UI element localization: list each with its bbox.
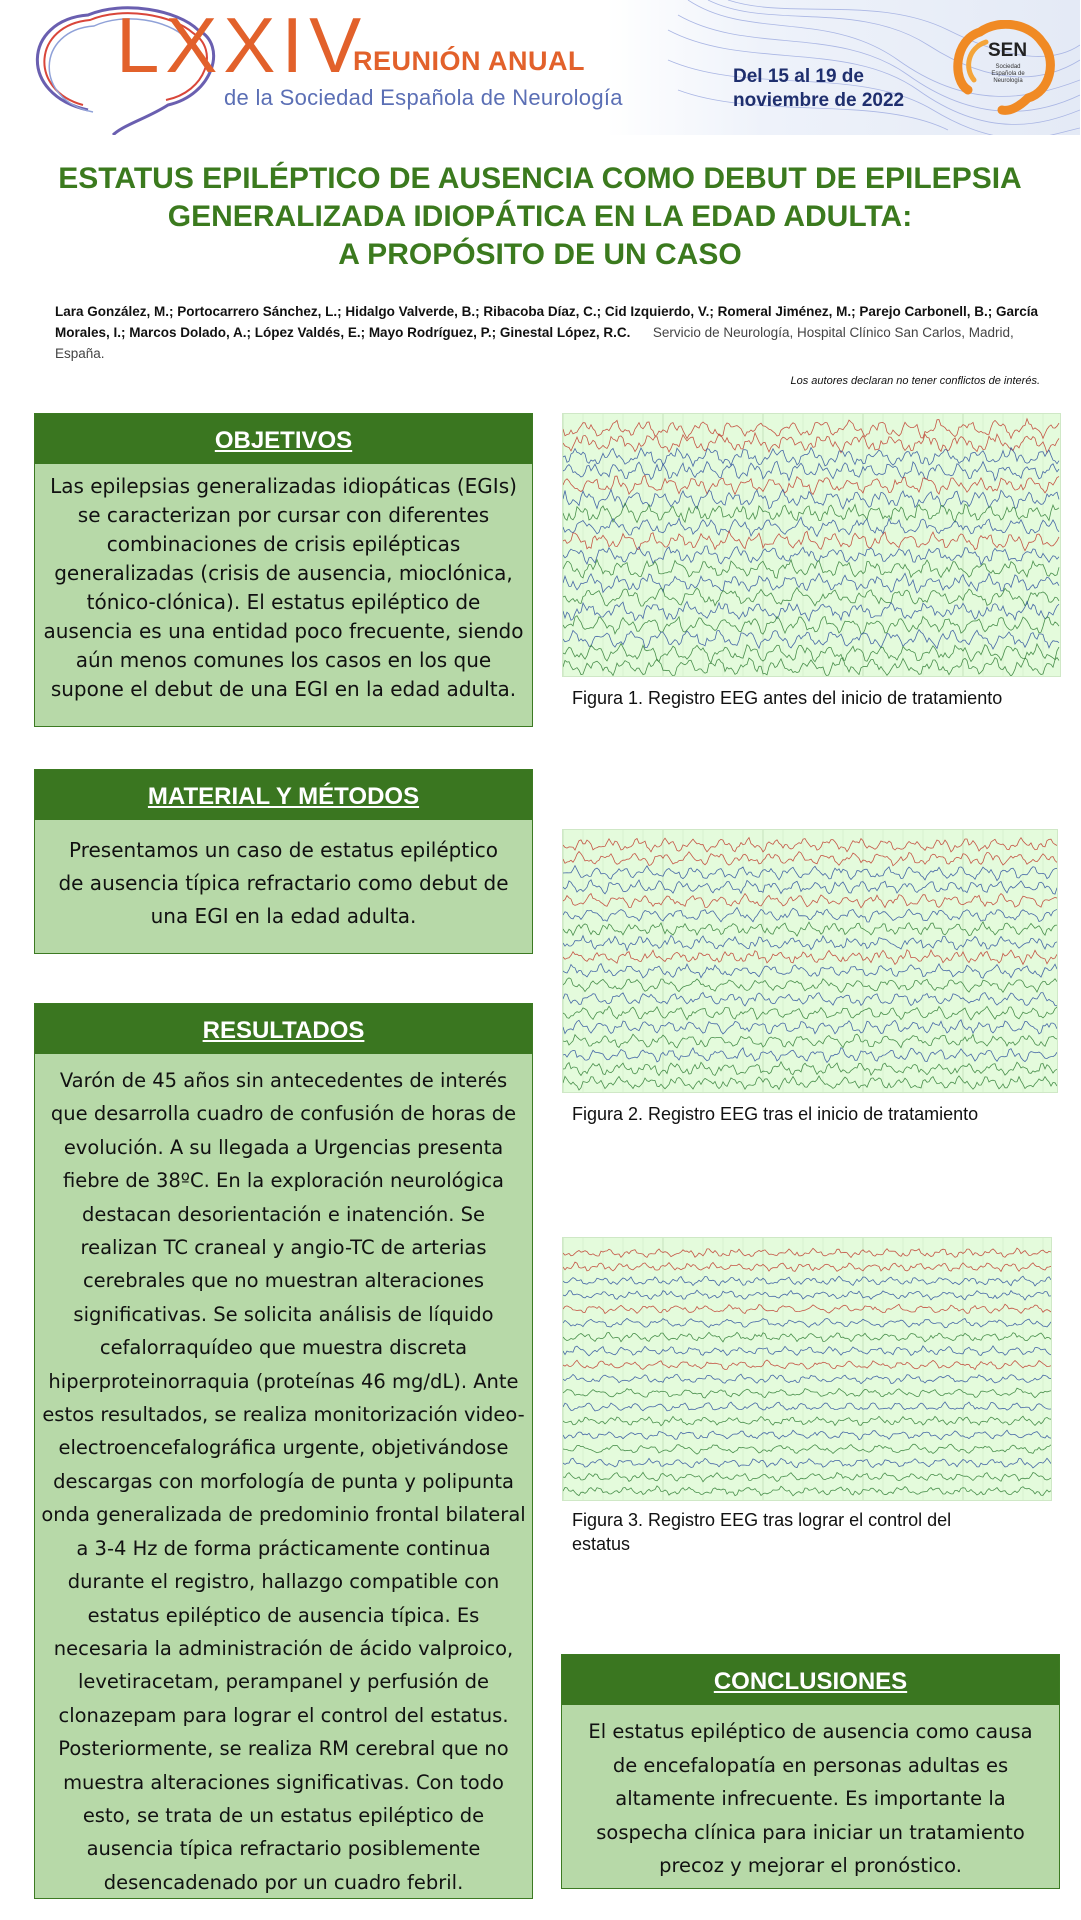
eeg-channel-trace xyxy=(563,419,1059,439)
section-text: Las epilepsias generalizadas idiopáticas (EGIs) se caracterizan por cursar con diferentes combinaciones de crisis epilépticas generalizadas (crisis de ausencia, mioclónica, tónico-clónica). El estatus epiléptico de ausencia es una entidad poco frecuente, siendo aún menos comunes los casos en los que supone el debut de una EGI en la edad adulta. xyxy=(43,474,524,701)
eeg-channel-trace xyxy=(563,1472,1051,1481)
section-heading: CONCLUSIONES xyxy=(562,1655,1059,1705)
meeting-name: REUNIÓN ANUAL xyxy=(353,46,585,76)
eeg-channel-trace xyxy=(563,448,1059,467)
edition-number: LXXIV xyxy=(116,1,368,89)
eeg-channel-trace xyxy=(563,503,1059,522)
eeg-channel-trace xyxy=(563,1304,1051,1313)
section-text: El estatus epiléptico de ausencia como causa de encefalopatía en personas adultas es altamente infrecuente. Es importante la sospecha clínica para iniciar un tratamiento precoz y mejorar el pronóstico. xyxy=(588,1720,1033,1877)
eeg-channel-trace xyxy=(563,602,1059,622)
conflict-of-interest: Los autores declaran no tener conflictos de interés. xyxy=(790,375,1040,387)
section-text: Presentamos un caso de estatus epiléptico de ausencia típica refractario como debut de una EGI en la edad adulta. xyxy=(58,838,509,928)
society-name: de la Sociedad Española de Neurología xyxy=(224,85,623,110)
eeg-channel-trace xyxy=(563,1388,1051,1398)
section-material-metodos xyxy=(34,769,533,954)
figure-3-caption: Figura 3. Registro EEG tras lograr el control del estatus xyxy=(572,1510,952,1554)
title-line-2: GENERALIZADA IDIOPÁTICA EN LA EDAD ADULTA: xyxy=(167,200,913,233)
eeg-channel-trace xyxy=(563,658,1059,676)
section-text: Varón de 45 años sin antecedentes de interés que desarrolla cuadro de confusión de horas de evolución. A su llegada a Urgencias presenta fiebre de 38ºC. En la exploración neurológica destacan desorientación e inatención. Se realizan TC craneal y angio-TC de arterias cerebrales que no muestran alteraciones significativas. Se solicita análisis de líquido cefalorraquídeo que muestra discreta hiperproteinorraquia (proteínas 46 mg/dL). Ante estos resultados, se realiza monitorización video-electroencefalográfica urgente, objetivándose descargas con morfología de punta y polipunta onda generalizada de predominio frontal bilateral a 3-4 Hz de forma prácticamente continua durante el registro, hallazgo compatible con estatus epiléptico de ausencia típica. Es necesaria la administración de ácido valproico, levetiracetam, perampanel y perfusión de clonazepam para lograr el control del estatus. Posteriormente, se realiza RM cerebral que no muestra alteraciones significativas. Con todo esto, se trata de un estatus epiléptico de ausencia típica refractario posiblemente desencadenado por un cuadro febril. xyxy=(41,1069,526,1894)
eeg-channel-trace xyxy=(563,1248,1051,1257)
section-resultados xyxy=(34,1003,533,1899)
figure-2-caption: Figura 2. Registro EEG tras el inicio de tratamiento xyxy=(572,1104,979,1124)
eeg-channel-trace xyxy=(563,1332,1051,1342)
eeg-channel-trace xyxy=(563,546,1059,565)
eeg-channel-trace xyxy=(563,1430,1051,1440)
poster-title xyxy=(40,160,1040,274)
authors-block xyxy=(55,301,1045,364)
dates-line-2: noviembre de 2022 xyxy=(733,90,905,111)
figure-3-eeg xyxy=(562,1237,1052,1501)
eeg-channel-trace xyxy=(563,517,1059,536)
eeg-channel-trace xyxy=(563,1346,1051,1356)
sen-logo-text: SEN xyxy=(988,40,1028,61)
eeg-channel-trace xyxy=(563,1360,1051,1370)
section-objetivos xyxy=(34,413,533,727)
eeg-channel-trace xyxy=(563,1486,1051,1496)
eeg-channel-trace xyxy=(563,1318,1051,1327)
conference-banner xyxy=(28,0,1080,135)
eeg-channel-trace xyxy=(563,1262,1051,1271)
eeg-channel-trace xyxy=(563,1402,1051,1411)
section-heading: MATERIAL Y MÉTODOS xyxy=(35,770,532,820)
section-conclusiones xyxy=(561,1654,1060,1889)
section-heading: RESULTADOS xyxy=(35,1004,532,1054)
eeg-channel-trace xyxy=(563,1416,1051,1426)
eeg-channel-trace xyxy=(563,461,1059,480)
section-heading: OBJETIVOS xyxy=(35,414,532,464)
dates-line-1: Del 15 al 19 de xyxy=(733,66,864,87)
eeg-channel-trace xyxy=(563,1374,1051,1384)
eeg-channel-trace xyxy=(563,588,1059,607)
eeg-channel-trace xyxy=(563,1276,1051,1286)
eeg-channel-trace xyxy=(563,433,1059,453)
eeg-trace-image xyxy=(563,414,1060,676)
figure-2-eeg xyxy=(562,829,1058,1093)
figure-1-caption: Figura 1. Registro EEG antes del inicio de tratamiento xyxy=(572,688,1003,708)
eeg-channel-trace xyxy=(563,1458,1051,1468)
eeg-channel-trace xyxy=(563,1444,1051,1454)
sen-logo-subtext: Sociedad Española de Neurología xyxy=(991,64,1025,84)
title-line-1: ESTATUS EPILÉPTICO DE AUSENCIA COMO DEBUT DE EPILEPSIA xyxy=(58,162,1022,195)
eeg-channel-trace xyxy=(563,573,1059,593)
eeg-channel-trace xyxy=(563,531,1059,551)
eeg-channel-trace xyxy=(563,560,1059,579)
eeg-channel-trace xyxy=(563,475,1059,494)
figure-1-eeg xyxy=(562,413,1061,677)
title-line-3: A PROPÓSITO DE UN CASO xyxy=(338,238,742,271)
eeg-trace-image xyxy=(563,1238,1051,1500)
eeg-channel-trace xyxy=(563,1290,1051,1300)
author-list: Lara González, M.; Portocarrero Sánchez, L.; Hidalgo Valverde, B.; Ribacoba Díaz, C.; Cid Izquierdo, V.; Romeral Jiménez, M.; Parejo Carbonell, B.; García Morales, I.; Marcos Dolado, A.; López Valdés, E.; Mayo Rodríguez, P.; Ginestal López, R.C. xyxy=(55,304,1038,340)
meeting-dates xyxy=(733,65,933,113)
affiliation: Servicio de Neurología, Hospital Clínico San Carlos, Madrid, España. xyxy=(55,325,1014,361)
eeg-trace-image xyxy=(563,830,1057,1092)
